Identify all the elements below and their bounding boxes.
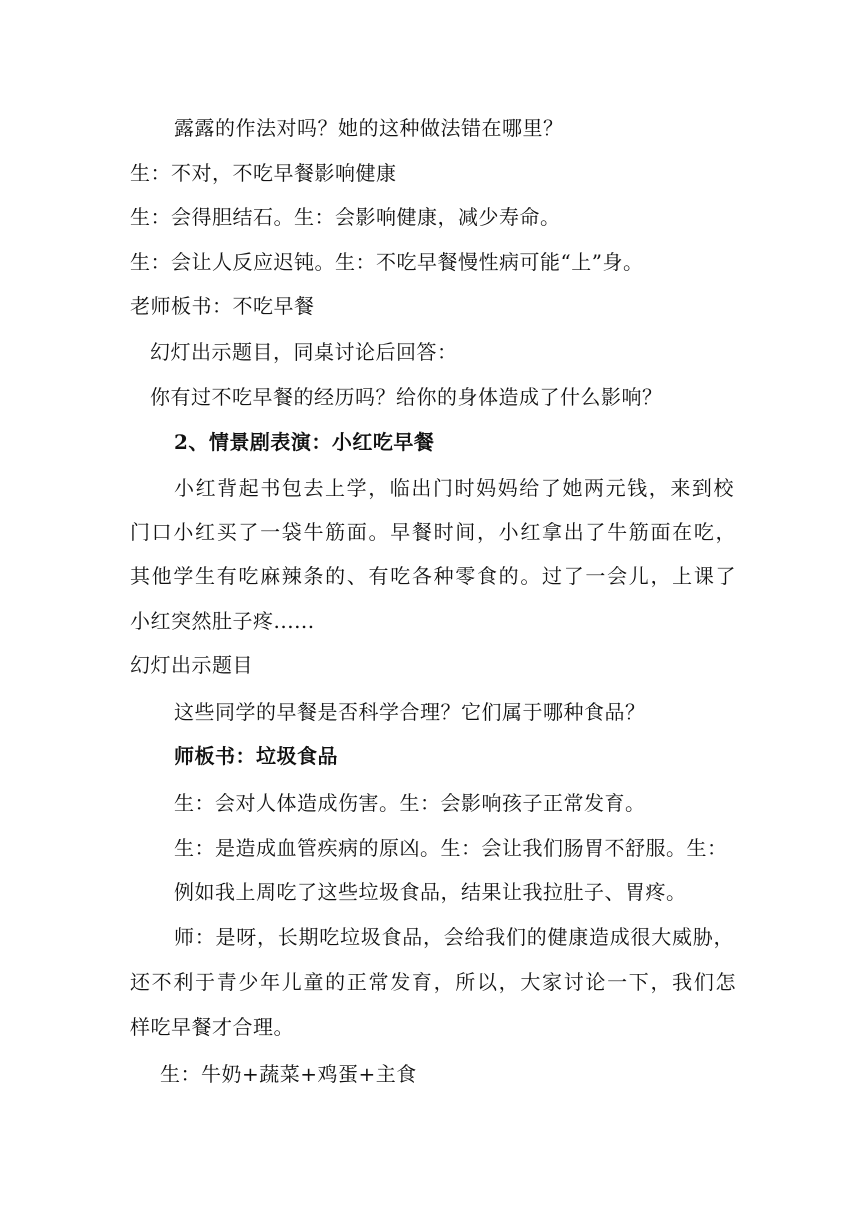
question-line-lulu: 露露的作法对吗？她的这种做法错在哪里？ [174, 116, 564, 140]
student-answer-line: 生：是造成血管疾病的原凶。生：会让我们肠胃不舒服。生： [174, 836, 728, 860]
teacher-board-line: 师板书：垃圾食品 [174, 744, 338, 768]
student-answer-line: 生：会对人体造成伤害。生：会影响孩子正常发育。 [174, 791, 646, 815]
story-paragraph-line: 门口小红买了一袋牛筋面。早餐时间，小红拿出了牛筋面在吃， [130, 520, 736, 544]
student-answer-line: 例如我上周吃了这些垃圾食品，结果让我拉肚子、胃疼。 [174, 880, 687, 904]
story-paragraph-line: 小红突然肚子疼...... [130, 609, 315, 633]
slide-prompt-line: 幻灯出示题目 [130, 653, 253, 677]
section-heading: 2、情景剧表演：小红吃早餐 [174, 430, 435, 454]
story-paragraph-line: 其他学生有吃麻辣条的、有吃各种零食的。过了一会儿，上课了 [130, 564, 736, 588]
student-answer-line: 生：会得胆结石。生：会影响健康，减少寿命。 [130, 205, 561, 229]
slide-question-line: 这些同学的早餐是否科学合理？它们属于哪种食品？ [174, 700, 646, 724]
student-answer-line: 生：不对，不吃早餐影响健康 [130, 161, 397, 185]
student-answer-line: 生：会让人反应迟钝。生：不吃早餐慢性病可能“上”身。 [130, 250, 644, 274]
student-answer-line: 生：牛奶+蔬菜+鸡蛋+主食 [160, 1062, 417, 1086]
story-paragraph-line: 小红背起书包去上学，临出门时妈妈给了她两元钱，来到校 [174, 476, 734, 500]
teacher-speech-line: 师：是呀，长期吃垃圾食品，会给我们的健康造成很大威胁， [174, 925, 734, 949]
slide-question-line: 你有过不吃早餐的经历吗？给你的身体造成了什么影响？ [150, 385, 663, 409]
teacher-speech-line: 样吃早餐才合理。 [130, 1015, 294, 1039]
teacher-speech-line: 还不利于青少年儿童的正常发育，所以，大家讨论一下，我们怎 [130, 970, 736, 994]
slide-prompt-line: 幻灯出示题目，同桌讨论后回答： [150, 340, 458, 364]
teacher-board-line: 老师板书：不吃早餐 [130, 294, 315, 318]
